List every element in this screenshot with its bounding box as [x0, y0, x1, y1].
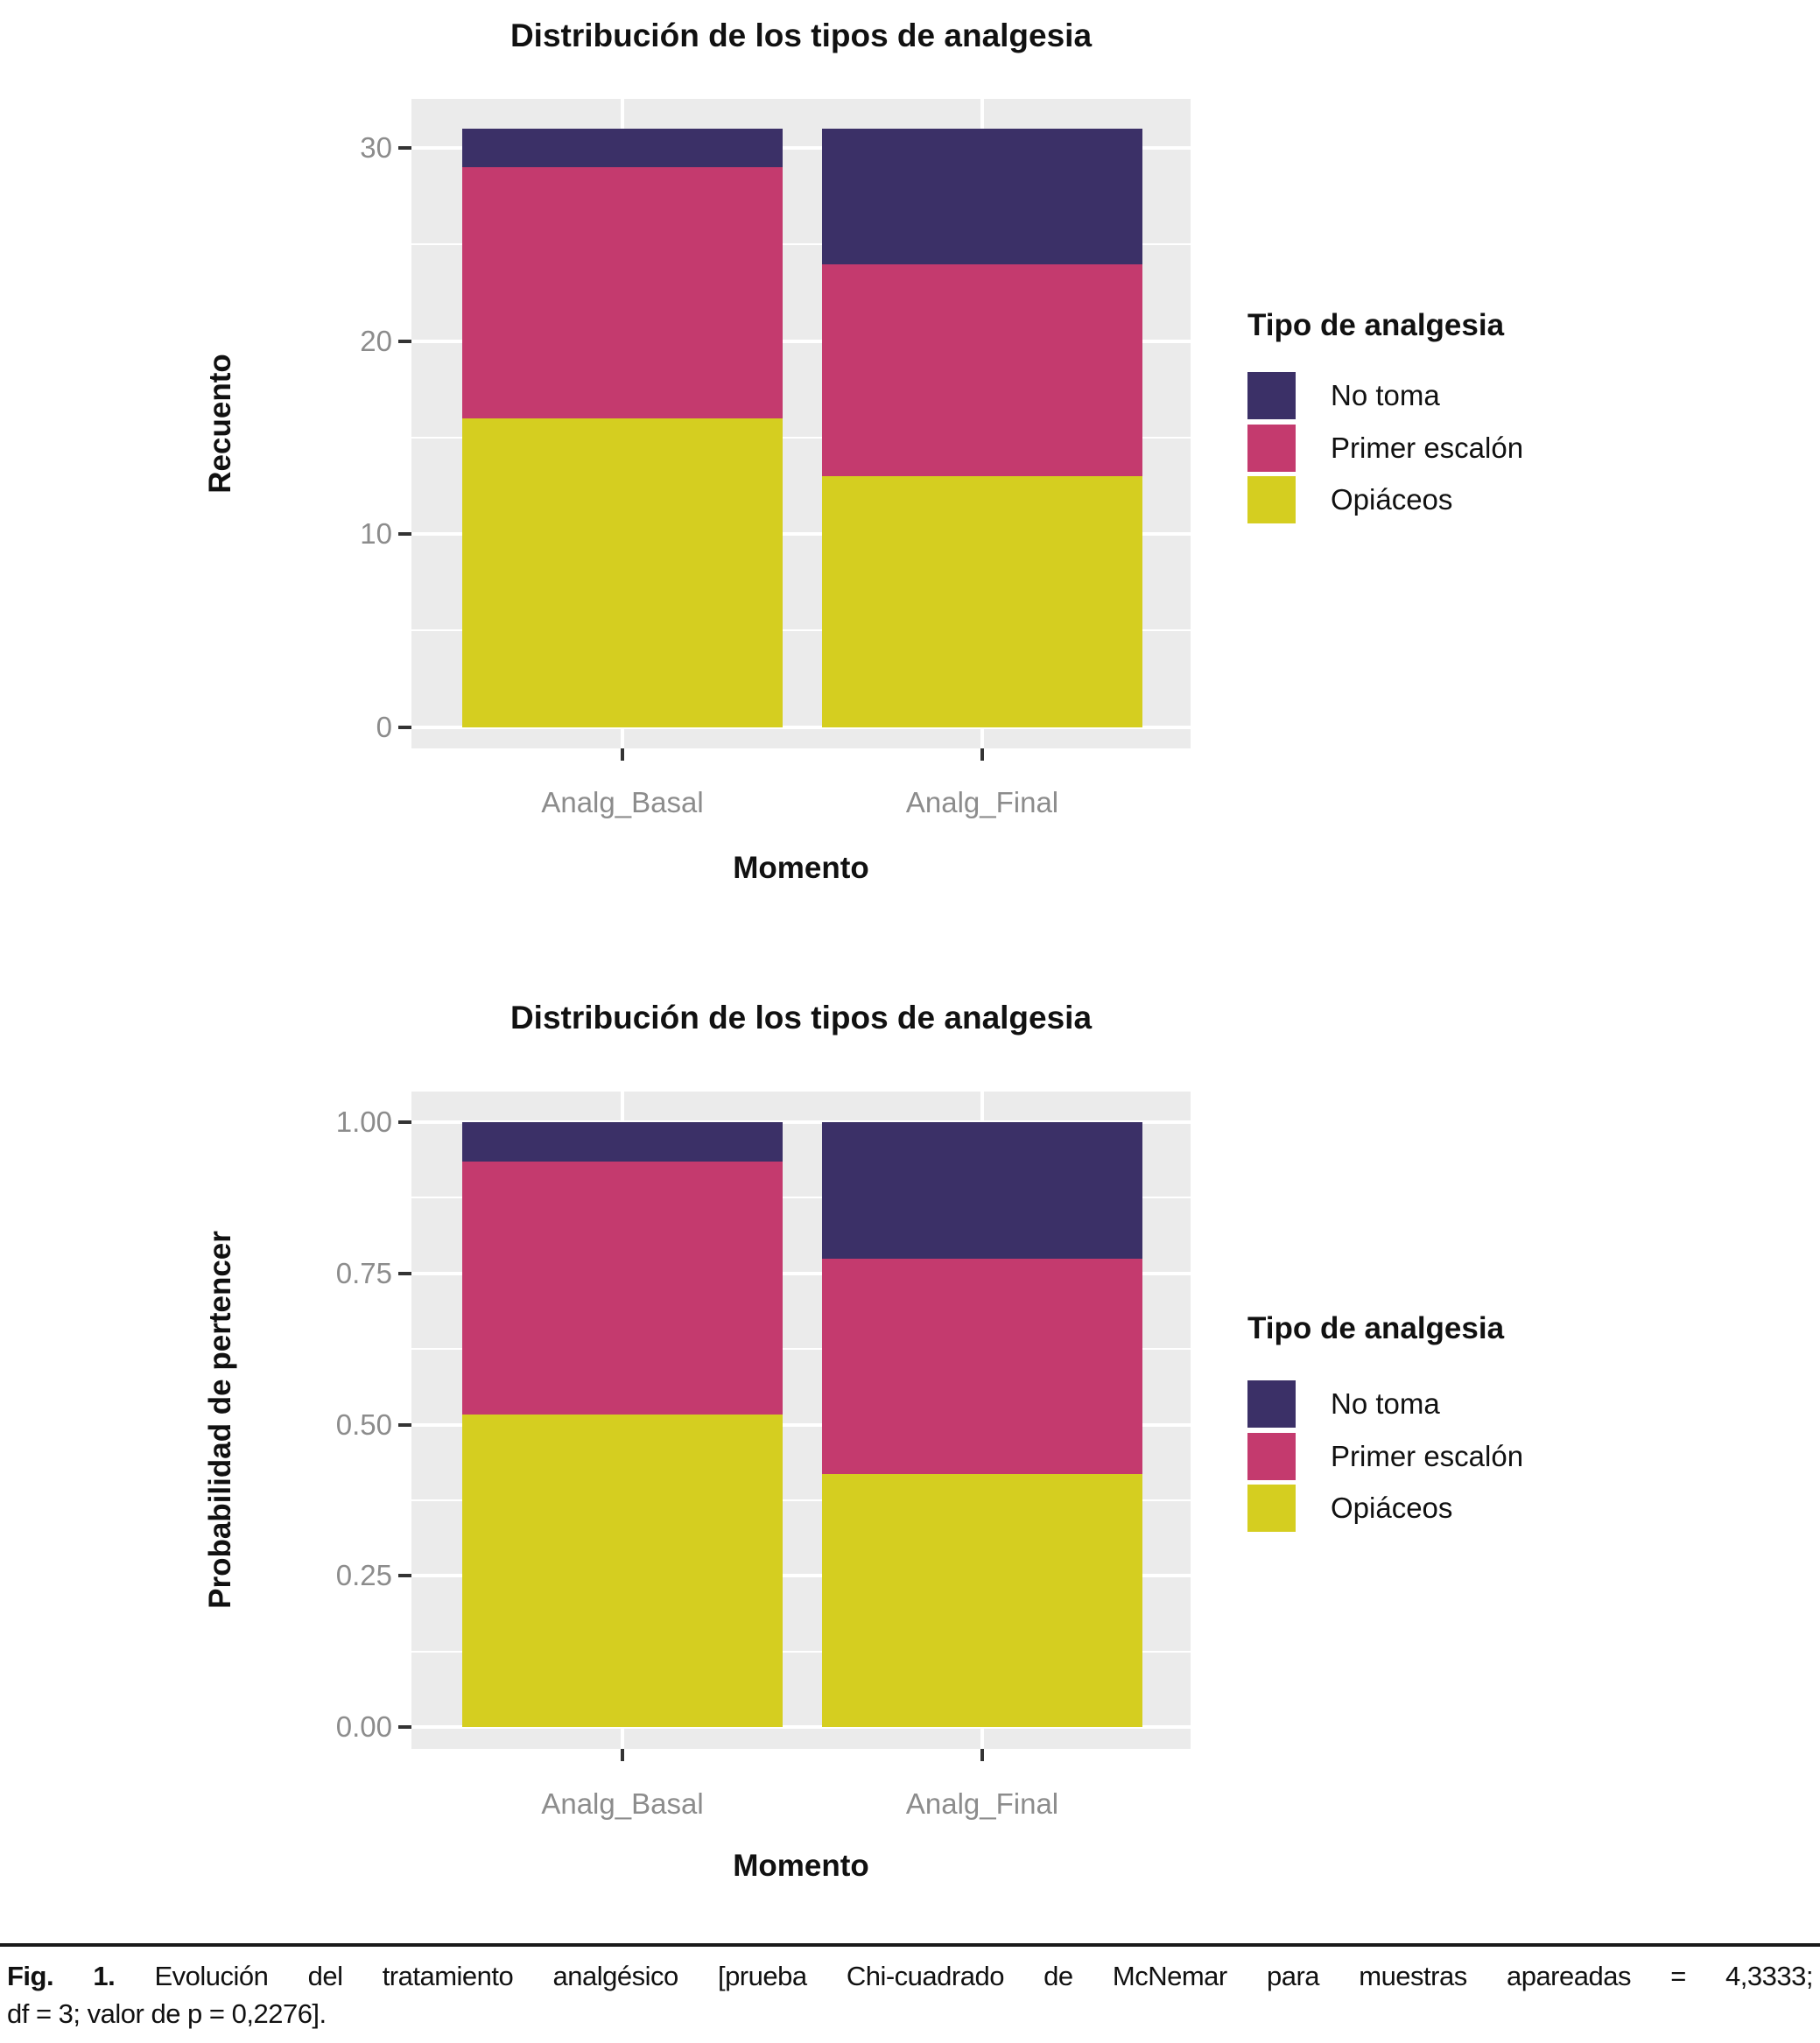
legend-key-primer-escalón — [1247, 425, 1296, 472]
figure-caption — [7, 1957, 1813, 2032]
legend-title: Tipo de analgesia — [1247, 1311, 1505, 1345]
y-tick-label: 0.25 — [335, 1559, 392, 1592]
plot-panel — [411, 99, 1191, 748]
bar-segment-no-toma — [462, 129, 783, 167]
x-tick-label: Analg_Basal — [541, 786, 704, 818]
y-tick-label: 10 — [360, 517, 392, 551]
y-tick-mark — [398, 340, 411, 343]
y-tick-mark — [398, 1272, 411, 1275]
legend-label: Primer escalón — [1331, 431, 1524, 464]
caption-figure-number: Fig. 1. — [7, 1961, 116, 1991]
x-tick-label: Analg_Final — [905, 786, 1059, 818]
legend-key-no-toma — [1247, 1380, 1296, 1428]
bar-analg_basal — [462, 1092, 783, 1749]
caption-text-1: Evolución del tratamiento analgésico [prueba Chi-cuadrado de McNemar para muestras apareadas = 4,3333; — [154, 1961, 1813, 1991]
y-axis-title: Recuento — [203, 354, 237, 494]
legend-label: No toma — [1331, 379, 1440, 411]
bar-segment-no-toma — [822, 1122, 1142, 1259]
bar-segment-opiáceos — [822, 476, 1142, 727]
y-tick-label: 0.00 — [335, 1710, 392, 1744]
legend-label: Opiáceos — [1331, 1492, 1453, 1524]
legend-key-no-toma — [1247, 372, 1296, 419]
y-tick-label: 0.50 — [335, 1408, 392, 1441]
legend-label: No toma — [1331, 1387, 1440, 1420]
legend-key-primer-escalón — [1247, 1433, 1296, 1480]
x-tick-mark — [980, 748, 984, 761]
bar-segment-opiáceos — [462, 418, 783, 727]
legend-key-opiáceos — [1247, 1485, 1296, 1532]
x-tick-mark — [980, 1749, 984, 1761]
y-tick-label: 20 — [360, 324, 392, 357]
plot-panel — [411, 1092, 1191, 1749]
y-tick-label: 0 — [376, 710, 392, 743]
y-tick-mark — [398, 1120, 411, 1124]
y-tick-mark — [398, 532, 411, 536]
y-tick-mark — [398, 1725, 411, 1729]
x-tick-mark — [621, 748, 624, 761]
bar-analg_final — [822, 99, 1142, 748]
x-axis-title: Momento — [733, 1849, 869, 1883]
legend-key-opiáceos — [1247, 476, 1296, 523]
bar-segment-no-toma — [462, 1122, 783, 1162]
bar-segment-primer-escalón — [462, 167, 783, 418]
y-tick-mark — [398, 726, 411, 729]
x-tick-label: Analg_Final — [905, 1787, 1059, 1820]
bar-segment-opiáceos — [462, 1415, 783, 1727]
bar-segment-no-toma — [822, 129, 1142, 263]
y-tick-label: 30 — [360, 131, 392, 165]
y-axis-title: Probabilidad de pertencer — [203, 1231, 237, 1609]
bar-segment-primer-escalón — [822, 264, 1142, 477]
y-tick-label: 0.75 — [335, 1256, 392, 1289]
caption-rule — [0, 1943, 1820, 1947]
caption-line-2: df = 3; valor de p = 0,2276]. — [7, 1998, 327, 2029]
bar-segment-opiáceos — [822, 1474, 1142, 1728]
x-tick-mark — [621, 1749, 624, 1761]
bar-segment-primer-escalón — [822, 1259, 1142, 1474]
legend-label: Primer escalón — [1331, 1439, 1524, 1472]
y-tick-mark — [398, 1423, 411, 1427]
legend-title: Tipo de analgesia — [1247, 308, 1505, 342]
y-tick-mark — [398, 146, 411, 150]
x-axis-title: Momento — [733, 851, 869, 885]
y-tick-mark — [398, 1574, 411, 1577]
bar-segment-primer-escalón — [462, 1162, 783, 1415]
x-tick-label: Analg_Basal — [541, 1787, 704, 1820]
bar-analg_final — [822, 1092, 1142, 1749]
chart-title: Distribución de los tipos de analgesia — [509, 18, 1093, 53]
y-tick-label: 1.00 — [335, 1105, 392, 1138]
chart-title: Distribución de los tipos de analgesia — [509, 1000, 1093, 1036]
legend-label: Opiáceos — [1331, 483, 1453, 516]
bar-analg_basal — [462, 99, 783, 748]
caption-line-1 — [7, 1957, 1813, 1995]
